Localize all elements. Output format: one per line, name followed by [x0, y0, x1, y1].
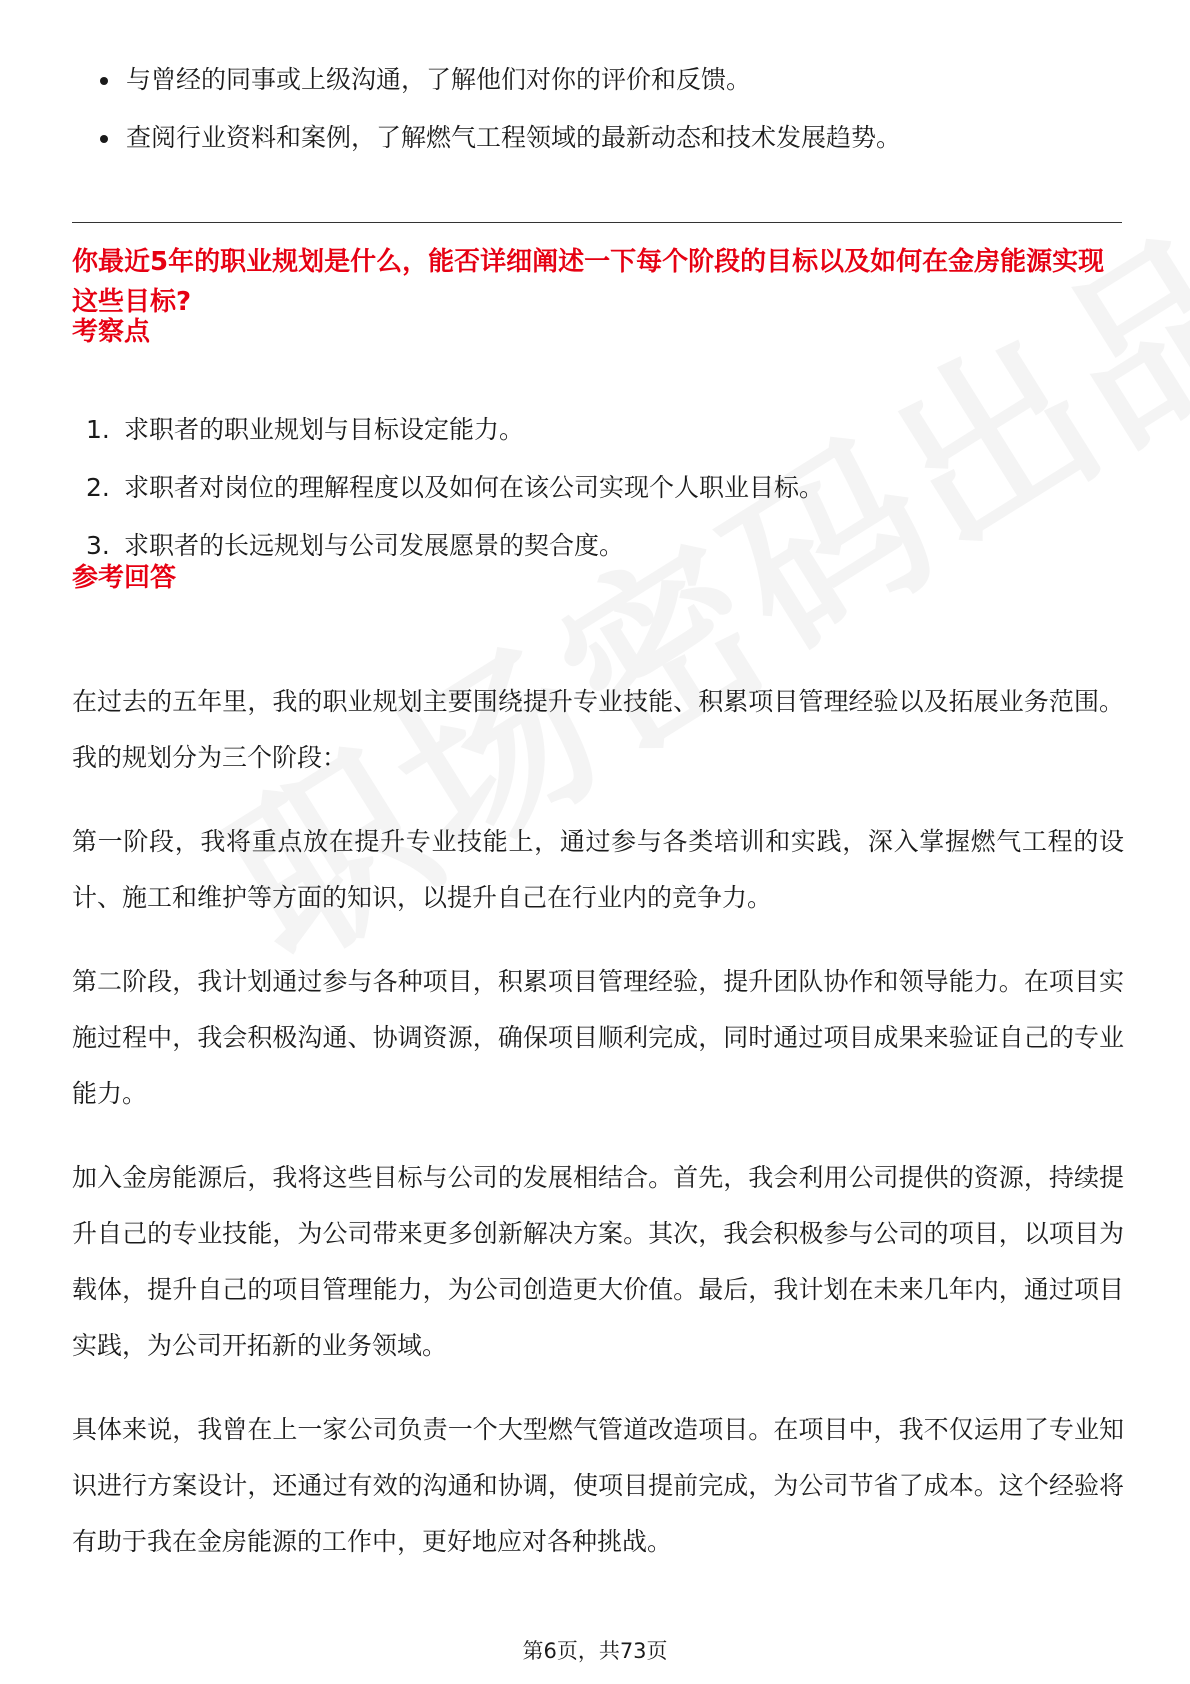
intro-bullet-list: [98, 62, 1128, 178]
item-number: 2.: [86, 473, 110, 502]
interview-question: 你最近5年的职业规划是什么，能否详细阐述一下每个阶段的目标以及如何在金房能源实现这些目标?: [72, 247, 1105, 317]
assessment-item: [86, 528, 1116, 564]
bullet-item: [98, 62, 1128, 98]
answer-paragraph: 加入金房能源后，我将这些目标与公司的发展相结合。首先，我会利用公司提供的资源，持续提升自己的专业技能，为公司带来更多创新解决方案。其次，我会积极参与公司的项目，以项目为载体，提升自己的项目管理能力，为公司创造更大价值。最后，我计划在未来几年内，通过项目实践，为公司开拓新的业务领域。: [72, 1163, 1124, 1360]
section-divider: [72, 222, 1122, 223]
page-number: 第6页，共73页: [522, 1639, 668, 1663]
bullet-dot-icon: [100, 77, 108, 85]
item-text: 求职者的职业规划与目标设定能力。: [124, 415, 525, 444]
bullet-item: [98, 120, 1128, 156]
assessment-list: [86, 412, 1116, 586]
item-number: 3.: [86, 531, 110, 560]
assessment-item: [86, 470, 1116, 506]
assessment-title: 考察点: [72, 317, 151, 347]
item-number: 1.: [86, 415, 110, 444]
answer-body: [72, 674, 1124, 1598]
assessment-item: [86, 412, 1116, 448]
answer-paragraph: 在过去的五年里，我的职业规划主要围绕提升专业技能、积累项目管理经验以及拓展业务范围。我的规划分为三个阶段：: [72, 687, 1124, 772]
answer-title: 参考回答: [72, 563, 177, 593]
bullet-dot-icon: [100, 135, 108, 143]
item-text: 求职者对岗位的理解程度以及如何在该公司实现个人职业目标。: [124, 473, 825, 502]
item-text: 求职者的长远规划与公司发展愿景的契合度。: [124, 531, 625, 560]
bullet-text: 查阅行业资料和案例，了解燃气工程领域的最新动态和技术发展趋势。: [126, 123, 902, 152]
answer-paragraph: 第一阶段，我将重点放在提升专业技能上，通过参与各类培训和实践，深入掌握燃气工程的设计、施工和维护等方面的知识，以提升自己在行业内的竞争力。: [72, 827, 1124, 912]
bullet-text: 与曾经的同事或上级沟通，了解他们对你的评价和反馈。: [126, 65, 752, 94]
answer-paragraph: 第二阶段，我计划通过参与各种项目，积累项目管理经验，提升团队协作和领导能力。在项目实施过程中，我会积极沟通、协调资源，确保项目顺利完成，同时通过项目成果来验证自己的专业能力。: [72, 967, 1124, 1108]
answer-paragraph: 具体来说，我曾在上一家公司负责一个大型燃气管道改造项目。在项目中，我不仅运用了专业知识进行方案设计，还通过有效的沟通和协调，使项目提前完成，为公司节省了成本。这个经验将有助于我在金房能源的工作中，更好地应对各种挑战。: [72, 1415, 1124, 1556]
